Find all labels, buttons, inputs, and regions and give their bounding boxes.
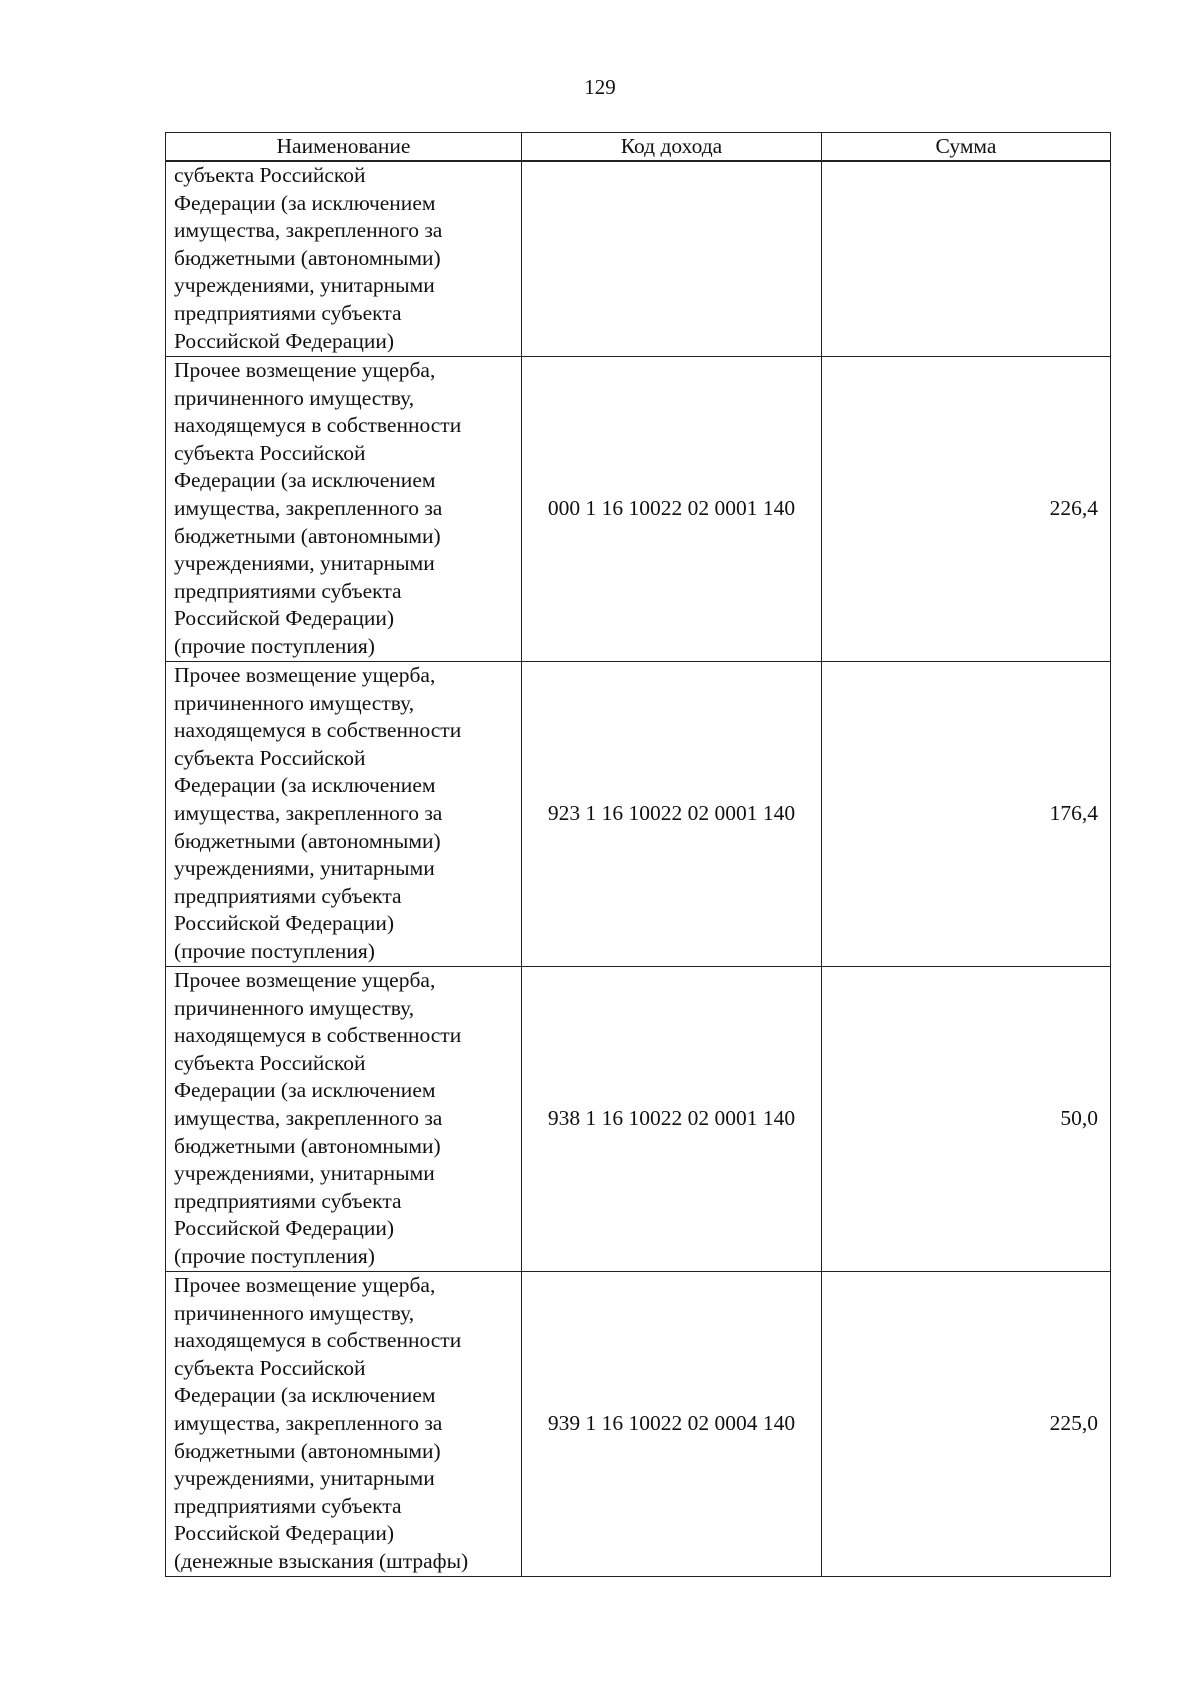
- table-row: [166, 967, 1111, 1272]
- table-row: [166, 357, 1111, 662]
- row-name: Прочее возмещение ущерба, причиненного имуществу, находящемуся в собственности субъекта Российской Федерации (за исключением имущества, закрепленного за бюджетными (автономными) учреждениями, унитарными предприятиями субъекта Российской Федерации) (денежные взыскания (штрафы): [166, 1272, 522, 1577]
- header-sum: Сумма: [822, 133, 1111, 162]
- page-number: 129: [584, 75, 616, 99]
- row-sum: [822, 161, 1111, 357]
- header-row: [166, 133, 1111, 162]
- row-sum: 176,4: [822, 662, 1111, 967]
- header-code: Код дохода: [522, 133, 822, 162]
- revenue-table: [165, 132, 1111, 1577]
- table-row: [166, 161, 1111, 357]
- row-name: Прочее возмещение ущерба, причиненного имуществу, находящемуся в собственности субъекта Российской Федерации (за исключением имущества, закрепленного за бюджетными (автономными) учреждениями, унитарными предприятиями субъекта Российской Федерации) (прочие поступления): [166, 967, 522, 1272]
- table-row: [166, 1272, 1111, 1577]
- row-sum: 225,0: [822, 1272, 1111, 1577]
- table-body: [166, 161, 1111, 1577]
- row-code: 938 1 16 10022 02 0001 140: [522, 967, 822, 1272]
- row-code: 000 1 16 10022 02 0001 140: [522, 357, 822, 662]
- row-sum: 226,4: [822, 357, 1111, 662]
- row-code: 923 1 16 10022 02 0001 140: [522, 662, 822, 967]
- row-name: Прочее возмещение ущерба, причиненного имуществу, находящемуся в собственности субъекта Российской Федерации (за исключением имущества, закрепленного за бюджетными (автономными) учреждениями, унитарными предприятиями субъекта Российской Федерации) (прочие поступления): [166, 357, 522, 662]
- row-sum: 50,0: [822, 967, 1111, 1272]
- row-name: субъекта Российской Федерации (за исключением имущества, закрепленного за бюджетными (автономными) учреждениями, унитарными предприятиями субъекта Российской Федерации): [166, 161, 522, 357]
- row-code: 939 1 16 10022 02 0004 140: [522, 1272, 822, 1577]
- header-name: Наименование: [166, 133, 522, 162]
- table-row: [166, 662, 1111, 967]
- row-name: Прочее возмещение ущерба, причиненного имуществу, находящемуся в собственности субъекта Российской Федерации (за исключением имущества, закрепленного за бюджетными (автономными) учреждениями, унитарными предприятиями субъекта Российской Федерации) (прочие поступления): [166, 662, 522, 967]
- row-code: [522, 161, 822, 357]
- table-header: [166, 133, 1111, 162]
